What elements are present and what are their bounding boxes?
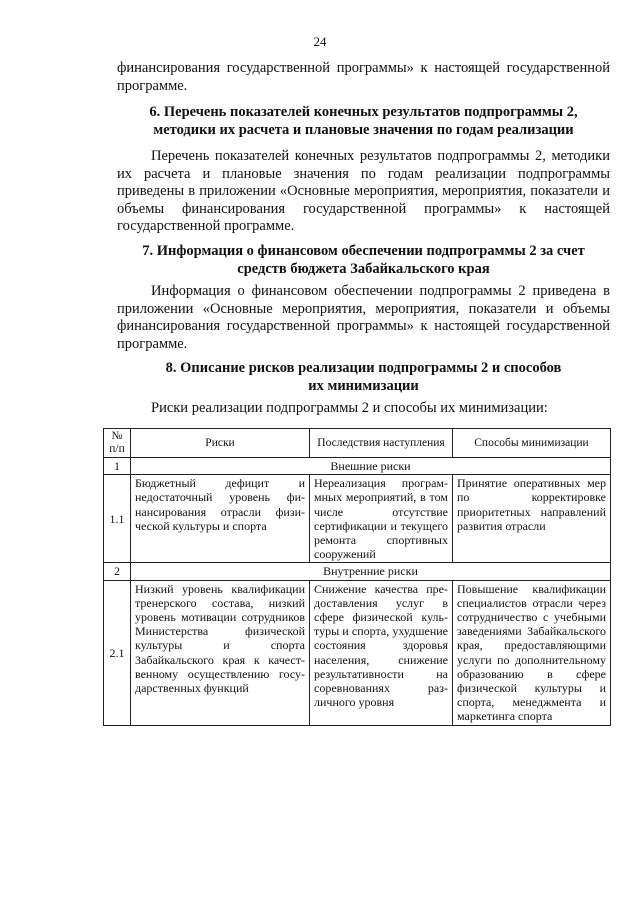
row-num: 1.1 [104, 475, 131, 563]
consequence-cell: Снижение качества предоставления услуг в сфере физической культуры и спорта, ухудшение состояния здоровья населения, снижение результативности на соревнованиях различного уровня [310, 580, 453, 725]
consequence-cell: Нереализация программных мероприятий, в том числе отсутствие сертификации и текущего ремонта спортивных сооружений [310, 475, 453, 563]
mitigation-cell: Повышение квалификации специалистов отрасли через сотрудничество с учебными заведениями Забайкальского края, предоставляющими услуги по дополнительному образованию в сфере физической культуры и спорта, менеджмента и маркетинга спорта [453, 580, 611, 725]
header-mitigation: Способы минимизации [453, 429, 611, 458]
section7-body: Информация о финансовом обеспечении подпрограммы 2 приведена в приложении «Основные мероприятия, мероприятия, показатели и объемы финансирования государственной программы» к настоящей государственной программе. [117, 283, 610, 352]
section8-title [117, 360, 610, 395]
section7-title-line2: средств бюджета Забайкальского края [237, 260, 490, 277]
section8-lead: Риски реализации подпрограммы 2 и способы их минимизации: [151, 400, 548, 416]
mitigation-cell: Принятие оперативных мер по корректировке приоритетных направлений развития отрасли [453, 475, 611, 563]
row-num: 2.1 [104, 580, 131, 725]
intro-paragraph: финансирования государственной программы» к настоящей государственной программе. [117, 60, 610, 94]
section8-title-line2: их минимизации [308, 377, 419, 394]
table-row [104, 475, 611, 563]
risk-cell: Бюджетный дефицит и недостаточный уровень финансирования отрасли физической культуры и спорта [131, 475, 310, 563]
section6-title [117, 104, 610, 139]
section6-body: Перечень показателей конечных результатов подпрограммы 2, методики их расчета и плановые значения по годам реализации подпрограммы приведены в приложении «Основные мероприятия, мероприятия, показатели и объемы финансирования государственной программы» к настоящей государственной программе. [117, 148, 610, 234]
section-num: 1 [104, 458, 131, 475]
section-title: Внешние риски [131, 458, 611, 475]
table-header-row [104, 429, 611, 458]
risks-table [103, 428, 611, 726]
table-row [104, 580, 611, 725]
section6-title-line2: методики их расчета и плановые значения по годам реализации [153, 121, 574, 138]
section8-title-line1: 8. Описание рисков реализации подпрограммы 2 и способов [165, 360, 562, 376]
risk-cell: Низкий уровень квалификации тренерского состава, низкий уровень мотивации сотрудников Министерства физической культуры и спорта Забайкальского края к качественному осуществлению государственных функций [131, 580, 310, 725]
section6-title-line1: 6. Перечень показателей конечных результатов подпрограммы 2, [149, 104, 578, 120]
section7-title-line1: 7. Информация о финансовом обеспечении подпрограммы 2 за счет [142, 243, 585, 259]
table-section-row [104, 458, 611, 475]
header-num: № п/п [104, 429, 131, 458]
section-num: 2 [104, 563, 131, 580]
header-risks: Риски [131, 429, 310, 458]
table-section-row [104, 563, 611, 580]
header-consequences: Последствия наступления [310, 429, 453, 458]
section7-title [117, 243, 610, 278]
page-number: 24 [313, 34, 327, 49]
section-title: Внутренние риски [131, 563, 611, 580]
